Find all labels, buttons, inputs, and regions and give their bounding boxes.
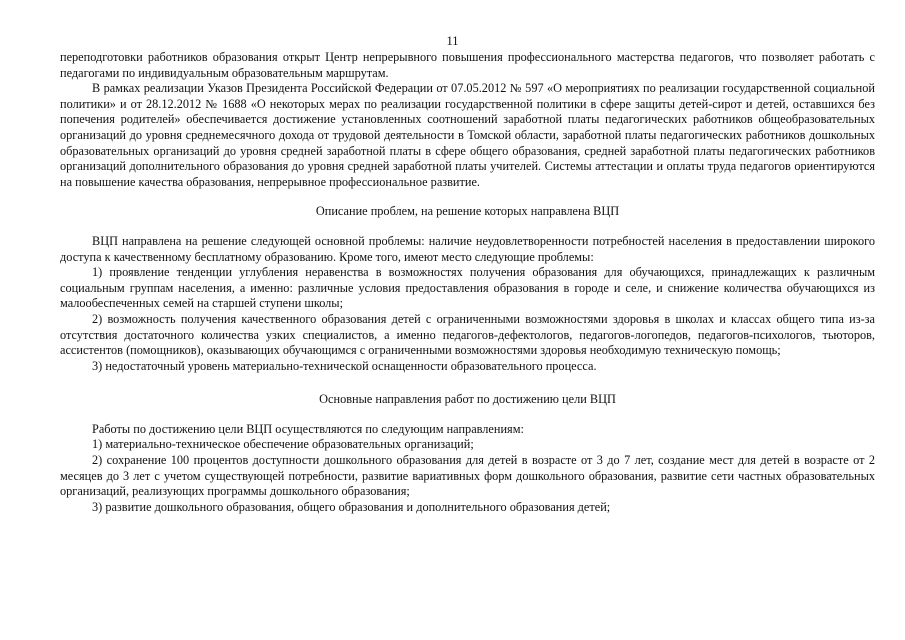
intro-paragraph-1: переподготовки работников образования открыт Центр непрерывного повышения профессионального мастерства педагогов, что позволяет работать с педагогами по индивидуальным образовательным маршрутам. xyxy=(60,50,875,80)
section-heading-directions: Основные направления работ по достижению цели ВЦП xyxy=(319,392,616,407)
section-heading-problems: Описание проблем, на решение которых направлена ВЦП xyxy=(315,204,620,219)
page-number: 11 xyxy=(446,34,459,48)
problems-item-3: 3) недостаточный уровень материально-технической оснащенности образовательного процесса. xyxy=(92,358,597,373)
problems-paragraph: ВЦП направлена на решение следующей основной проблемы: наличие неудовлетворенности потребностей населения в предоставлении широкого доступа к качественному бесплатному образованию. Кроме того, имеют место следующие проблемы: xyxy=(60,233,875,264)
directions-paragraph: Работы по достижению цели ВЦП осуществляются по следующим направлениям: xyxy=(92,421,524,436)
directions-item-3: 3) развитие дошкольного образования, общего образования и дополнительного образования детей; xyxy=(92,499,611,514)
directions-item-2: 2) сохранение 100 процентов доступности дошкольного образования для детей в возрасте от 3 до 7 лет, создание мест для детей в возрасте от 2 месяцев до 3 лет с учетом существующей потребности, развитие вариативных форм дошкольного образования, развитие сети частных образовательных организаций, реализующих программы дошкольного образования; xyxy=(60,453,875,499)
page-content xyxy=(60,50,875,515)
problems-item-1: 1) проявление тенденции углубления неравенства в возможностях получения образования для обучающихся, принадлежащих к различным социальным группам населения, а именно: различные условия предоставления образования в городе и селе, и снижение количества обучающихся из малообеспеченных семей на старшей ступени школы; xyxy=(60,265,875,311)
directions-item-1: 1) материально-техническое обеспечение образовательных организаций; xyxy=(92,437,474,452)
problems-item-2: 2) возможность получения качественного образования детей с ограниченными возможностями здоровья в школах и классах общего типа из-за отсутствия достаточного количества узких специалистов, а именно педагогов-дефектологов, педагогов-логопедов, педагогов-психологов, тьюторов, ассистентов (помощников), оказывающих обучающимся с ограниченными возможностями здоровья необходимую техническую помощь; xyxy=(60,311,875,358)
intro-paragraph-2: В рамках реализации Указов Президента Российской Федерации от 07.05.2012 № 597 «О мероприятиях по реализации государственной социальной политики» и от 28.12.2012 № 1688 «О некоторых мерах по реализации государственной политики в сфере защиты детей-сирот и детей, оставшихся без попечения родителей» обеспечивается достижение установленных соотношений заработной платы педагогических работников общеобразовательных организаций до уровня среднемесячного дохода от трудовой деятельности в Томской области, заработной платы педагогических работников дошкольных образовательных организаций до уровня средней заработной платы в сфере общего образования, средней заработной платы педагогических работников организаций дополнительного образования до уровня средней заработной платы учителей. Системы аттестации и оплаты труда педагогов ориентируются на повышение качества образования, непрерывное профессиональное развитие. xyxy=(60,81,875,189)
